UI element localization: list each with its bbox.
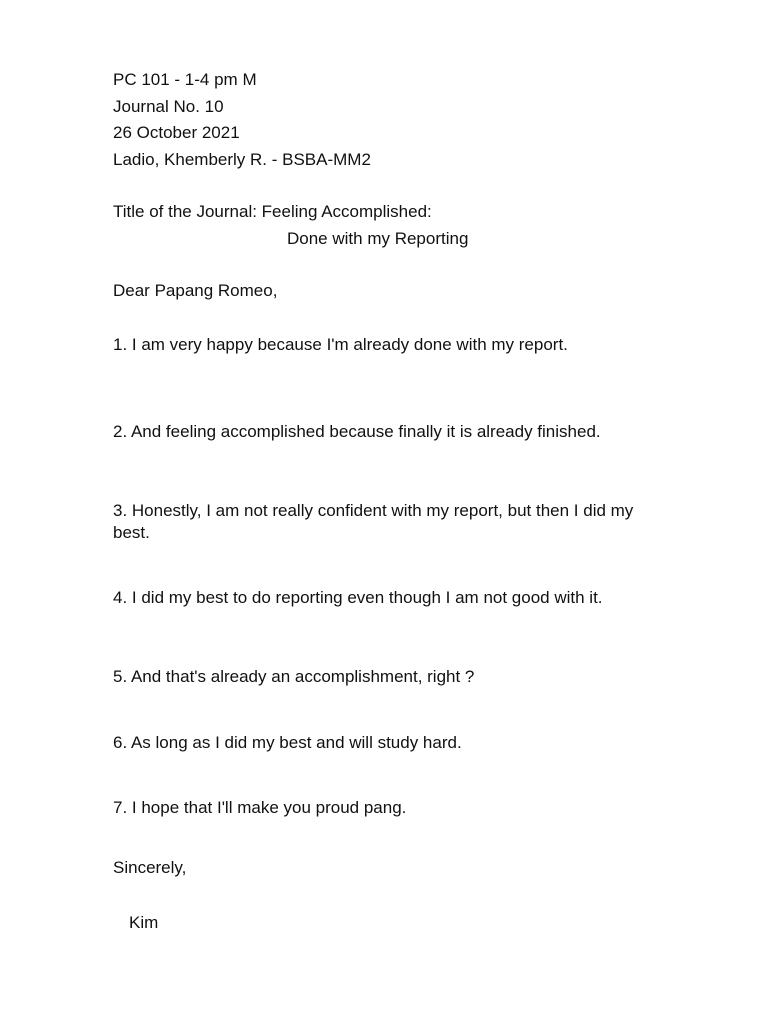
salutation: Dear Papang Romeo, bbox=[113, 281, 278, 300]
list-item: 7. I hope that I'll make you proud pang. bbox=[113, 798, 407, 817]
list-item: 5. And that's already an accomplishment, right ? bbox=[113, 667, 475, 686]
course-line: PC 101 - 1-4 pm M bbox=[113, 70, 257, 89]
list-item: 4. I did my best to do reporting even though I am not good with it. bbox=[113, 588, 603, 607]
list-item: 1. I am very happy because I'm already done with my report. bbox=[113, 335, 568, 354]
list-item: 3. Honestly, I am not really confident with my report, but then I did my best. bbox=[113, 501, 634, 542]
journal-date: 26 October 2021 bbox=[113, 123, 240, 142]
journal-title-continued: Done with my Reporting bbox=[287, 229, 469, 248]
signature: Kim bbox=[129, 913, 159, 932]
list-item: 6. As long as I did my best and will study hard. bbox=[113, 733, 462, 752]
journal-number: Journal No. 10 bbox=[113, 97, 224, 116]
author-line: Ladio, Khemberly R. - BSBA-MM2 bbox=[113, 150, 371, 169]
journal-title: Title of the Journal: Feeling Accomplished: bbox=[113, 202, 432, 221]
closing: Sincerely, bbox=[113, 858, 187, 877]
list-item: 2. And feeling accomplished because finally it is already finished. bbox=[113, 422, 601, 441]
